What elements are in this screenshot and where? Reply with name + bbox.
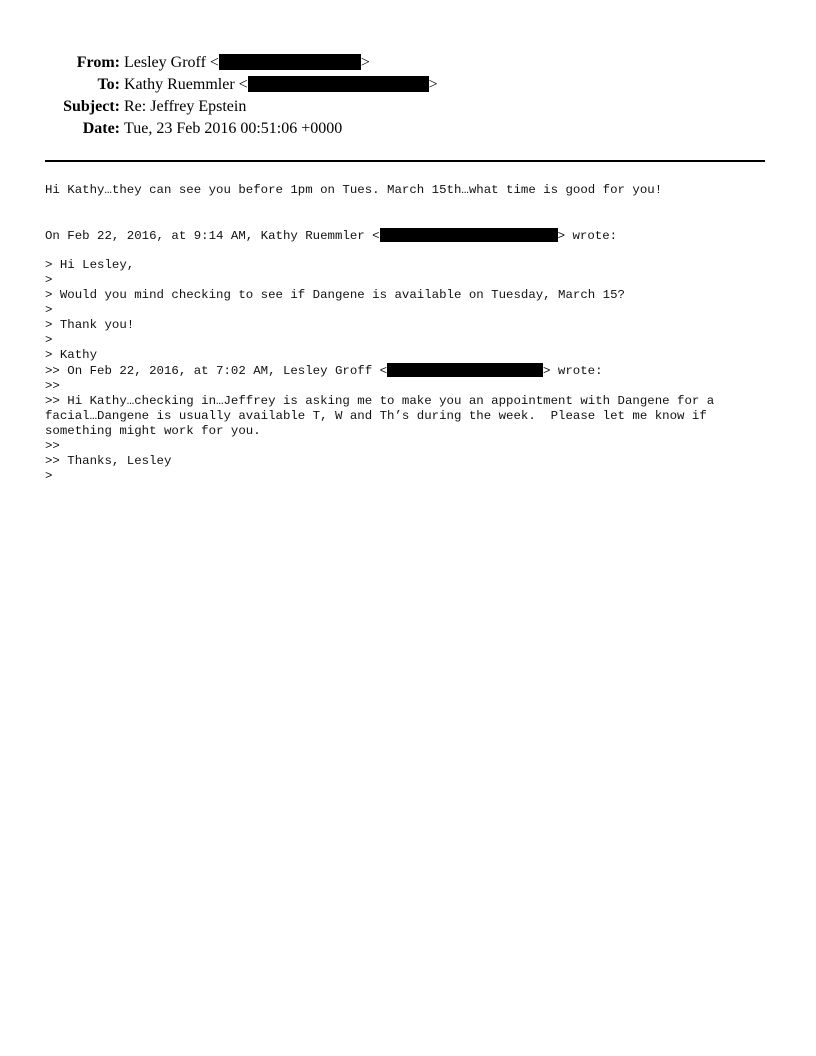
reply-text: Hi Kathy…they can see you before 1pm on Tues. March 15th…what time is good for you! <box>45 183 663 197</box>
redaction-box <box>387 363 543 377</box>
to-close-bracket: > <box>428 76 438 93</box>
date-value: Tue, 23 Feb 2016 00:51:06 +0000 <box>124 120 343 137</box>
attribution-prefix: On Feb 22, 2016, at 9:14 AM, Kathy Ruemmler < <box>45 229 380 243</box>
attribution-suffix: > wrote: <box>557 229 618 243</box>
quoted-line: > <box>45 333 53 347</box>
to-value <box>124 74 438 96</box>
from-label: From: <box>76 54 120 71</box>
nested-line: something might work for you. <box>45 424 261 438</box>
nested-attribution-line <box>45 363 714 379</box>
subject-value: Re: Jeffrey Epstein <box>124 98 247 115</box>
redaction-box <box>248 76 429 92</box>
attribution-suffix: > wrote: <box>543 364 603 378</box>
subject-label: Subject: <box>63 98 120 115</box>
header-divider <box>45 160 765 162</box>
redaction-box <box>380 228 558 242</box>
from-row <box>0 52 816 74</box>
to-row <box>0 74 816 96</box>
from-value <box>124 52 370 74</box>
quoted-line: > Thank you! <box>45 318 135 332</box>
quoted-message <box>45 258 714 484</box>
attribution-line <box>45 228 617 244</box>
subject-row <box>0 96 816 118</box>
email-header <box>0 52 816 140</box>
date-row <box>0 118 816 140</box>
redaction-box <box>219 54 361 70</box>
quoted-line: > Kathy <box>45 348 98 362</box>
nested-line: >> <box>45 379 60 393</box>
to-label: To: <box>97 76 120 93</box>
quoted-line: > <box>45 273 53 287</box>
to-name: Kathy Ruemmler < <box>124 76 248 93</box>
nested-line: >> Hi Kathy…checking in…Jeffrey is asking me to make you an appointment with Dangene for a <box>45 394 715 408</box>
attribution-prefix: >> On Feb 22, 2016, at 7:02 AM, Lesley Groff < <box>45 364 388 378</box>
from-name: Lesley Groff < <box>124 54 219 71</box>
nested-line: >> <box>45 439 60 453</box>
nested-line: facial…Dangene is usually available T, W and Th’s during the week. Please let me know if <box>45 409 707 423</box>
quoted-line: > Would you mind checking to see if Dangene is available on Tuesday, March 15? <box>45 288 625 302</box>
from-close-bracket: > <box>360 54 370 71</box>
nested-line: >> Thanks, Lesley <box>45 454 172 468</box>
date-label: Date: <box>82 120 120 137</box>
quoted-line: > <box>45 303 53 317</box>
quoted-line: > Hi Lesley, <box>45 258 135 272</box>
nested-line: > <box>45 469 53 483</box>
